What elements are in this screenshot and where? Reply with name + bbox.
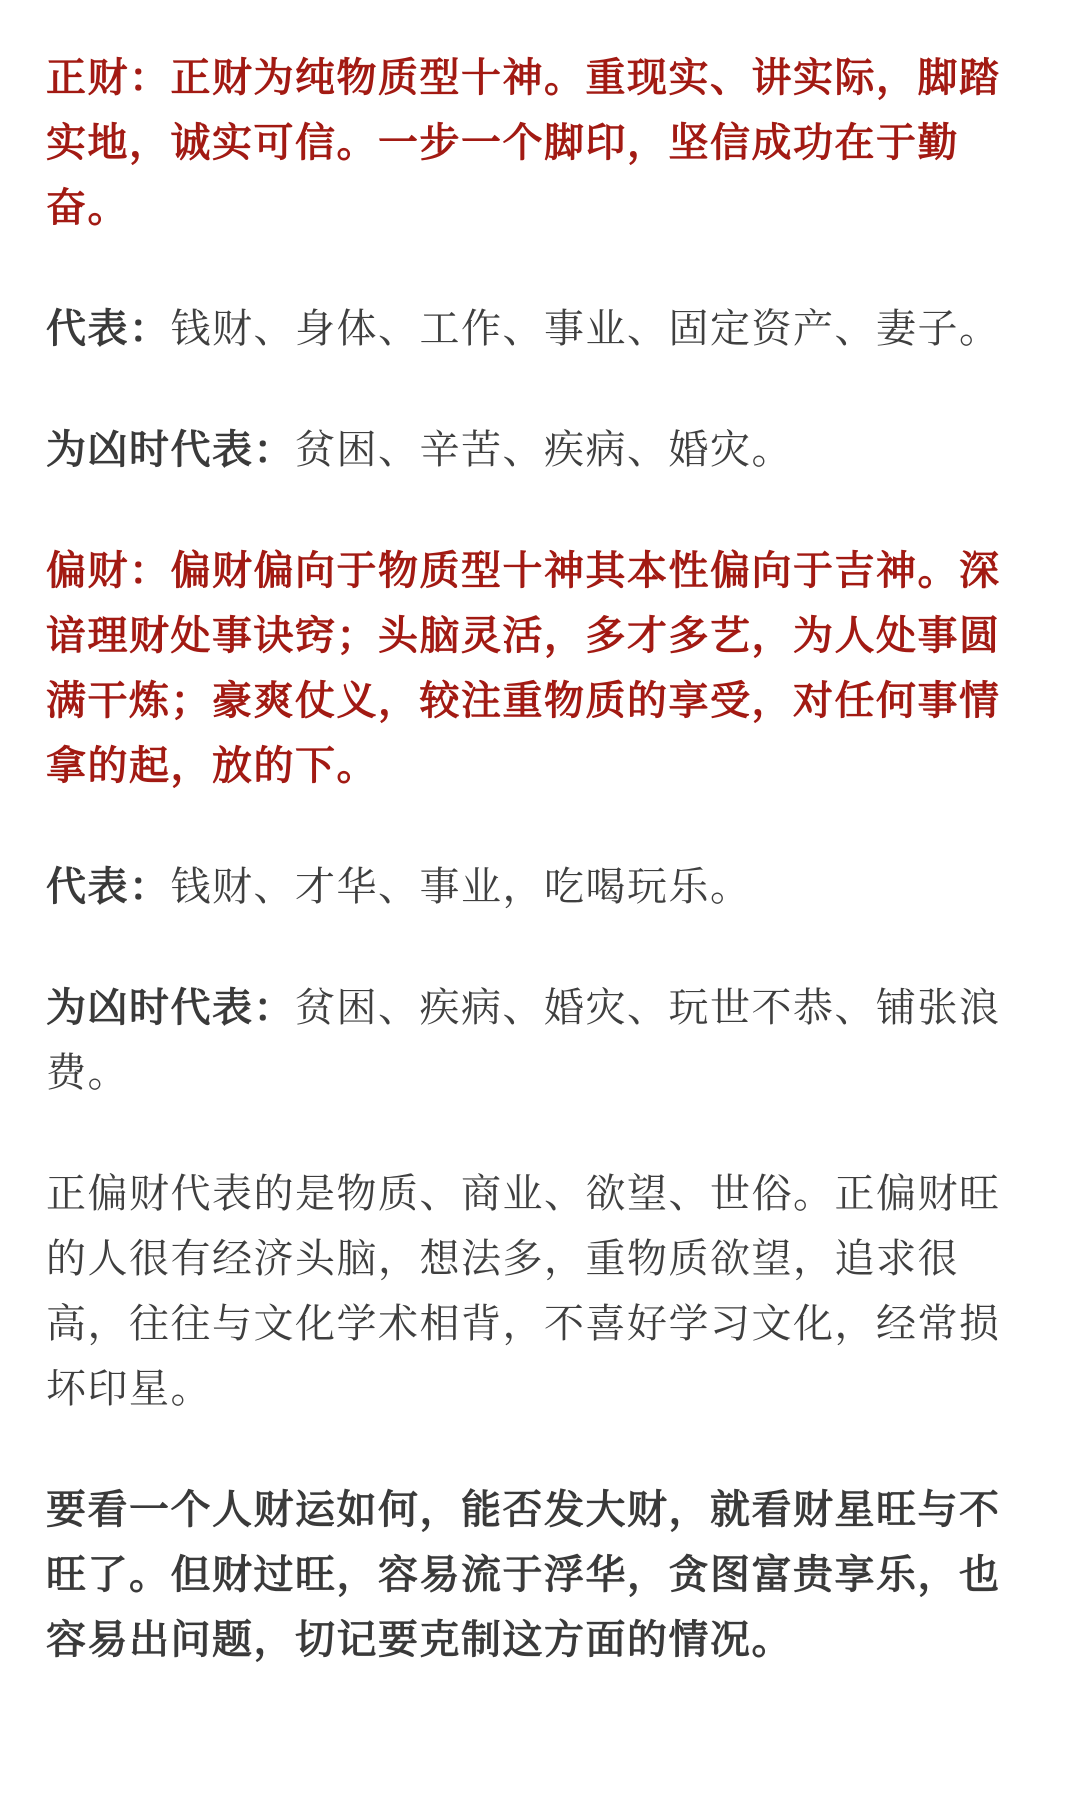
zhengcai-represent xyxy=(46,297,1034,362)
zhengcai-represent-text: 钱财、身体、工作、事业、固定资产、妻子。 xyxy=(170,306,1001,352)
piancai-xiong xyxy=(46,976,1034,1106)
piancai-heading: 偏财：偏财偏向于物质型十神其本性偏向于吉神。深谙理财处事诀窍；头脑灵活，多才多艺，为人处事圆满干炼；豪爽仗义，较注重物质的享受，对任何事情拿的起，放的下。 xyxy=(46,548,1001,789)
piancai-xiong-text: 贫困、疾病、婚灾、玩世不恭、铺张浪费。 xyxy=(46,985,1001,1096)
conclusion-paragraph: 要看一个人财运如何，能否发大财，就看财星旺与不旺了。但财过旺，容易流于浮华，贪图富贵享乐，也容易出问题，切记要克制这方面的情况。 xyxy=(46,1487,1001,1663)
zhengcai-represent-label: 代表： xyxy=(46,306,171,352)
article-body xyxy=(46,46,1034,1673)
zhengcai-xiong xyxy=(46,418,1034,483)
piancai-represent xyxy=(46,855,1034,920)
piancai-represent-text: 钱财、才华、事业，吃喝玩乐。 xyxy=(170,864,752,910)
summary-paragraph: 正偏财代表的是物质、商业、欲望、世俗。正偏财旺的人很有经济头脑，想法多，重物质欲望，追求很高，往往与文化学术相背，不喜好学习文化，经常损坏印星。 xyxy=(46,1171,1001,1412)
zhengcai-xiong-label: 为凶时代表： xyxy=(46,427,295,473)
zhengcai-heading: 正财：正财为纯物质型十神。重现实、讲实际，脚踏实地，诚实可信。一步一个脚印，坚信成功在于勤奋。 xyxy=(46,55,1001,231)
piancai-represent-label: 代表： xyxy=(46,864,171,910)
zhengcai-xiong-text: 贫困、辛苦、疾病、婚灾。 xyxy=(295,427,793,473)
piancai-xiong-label: 为凶时代表： xyxy=(46,985,295,1031)
